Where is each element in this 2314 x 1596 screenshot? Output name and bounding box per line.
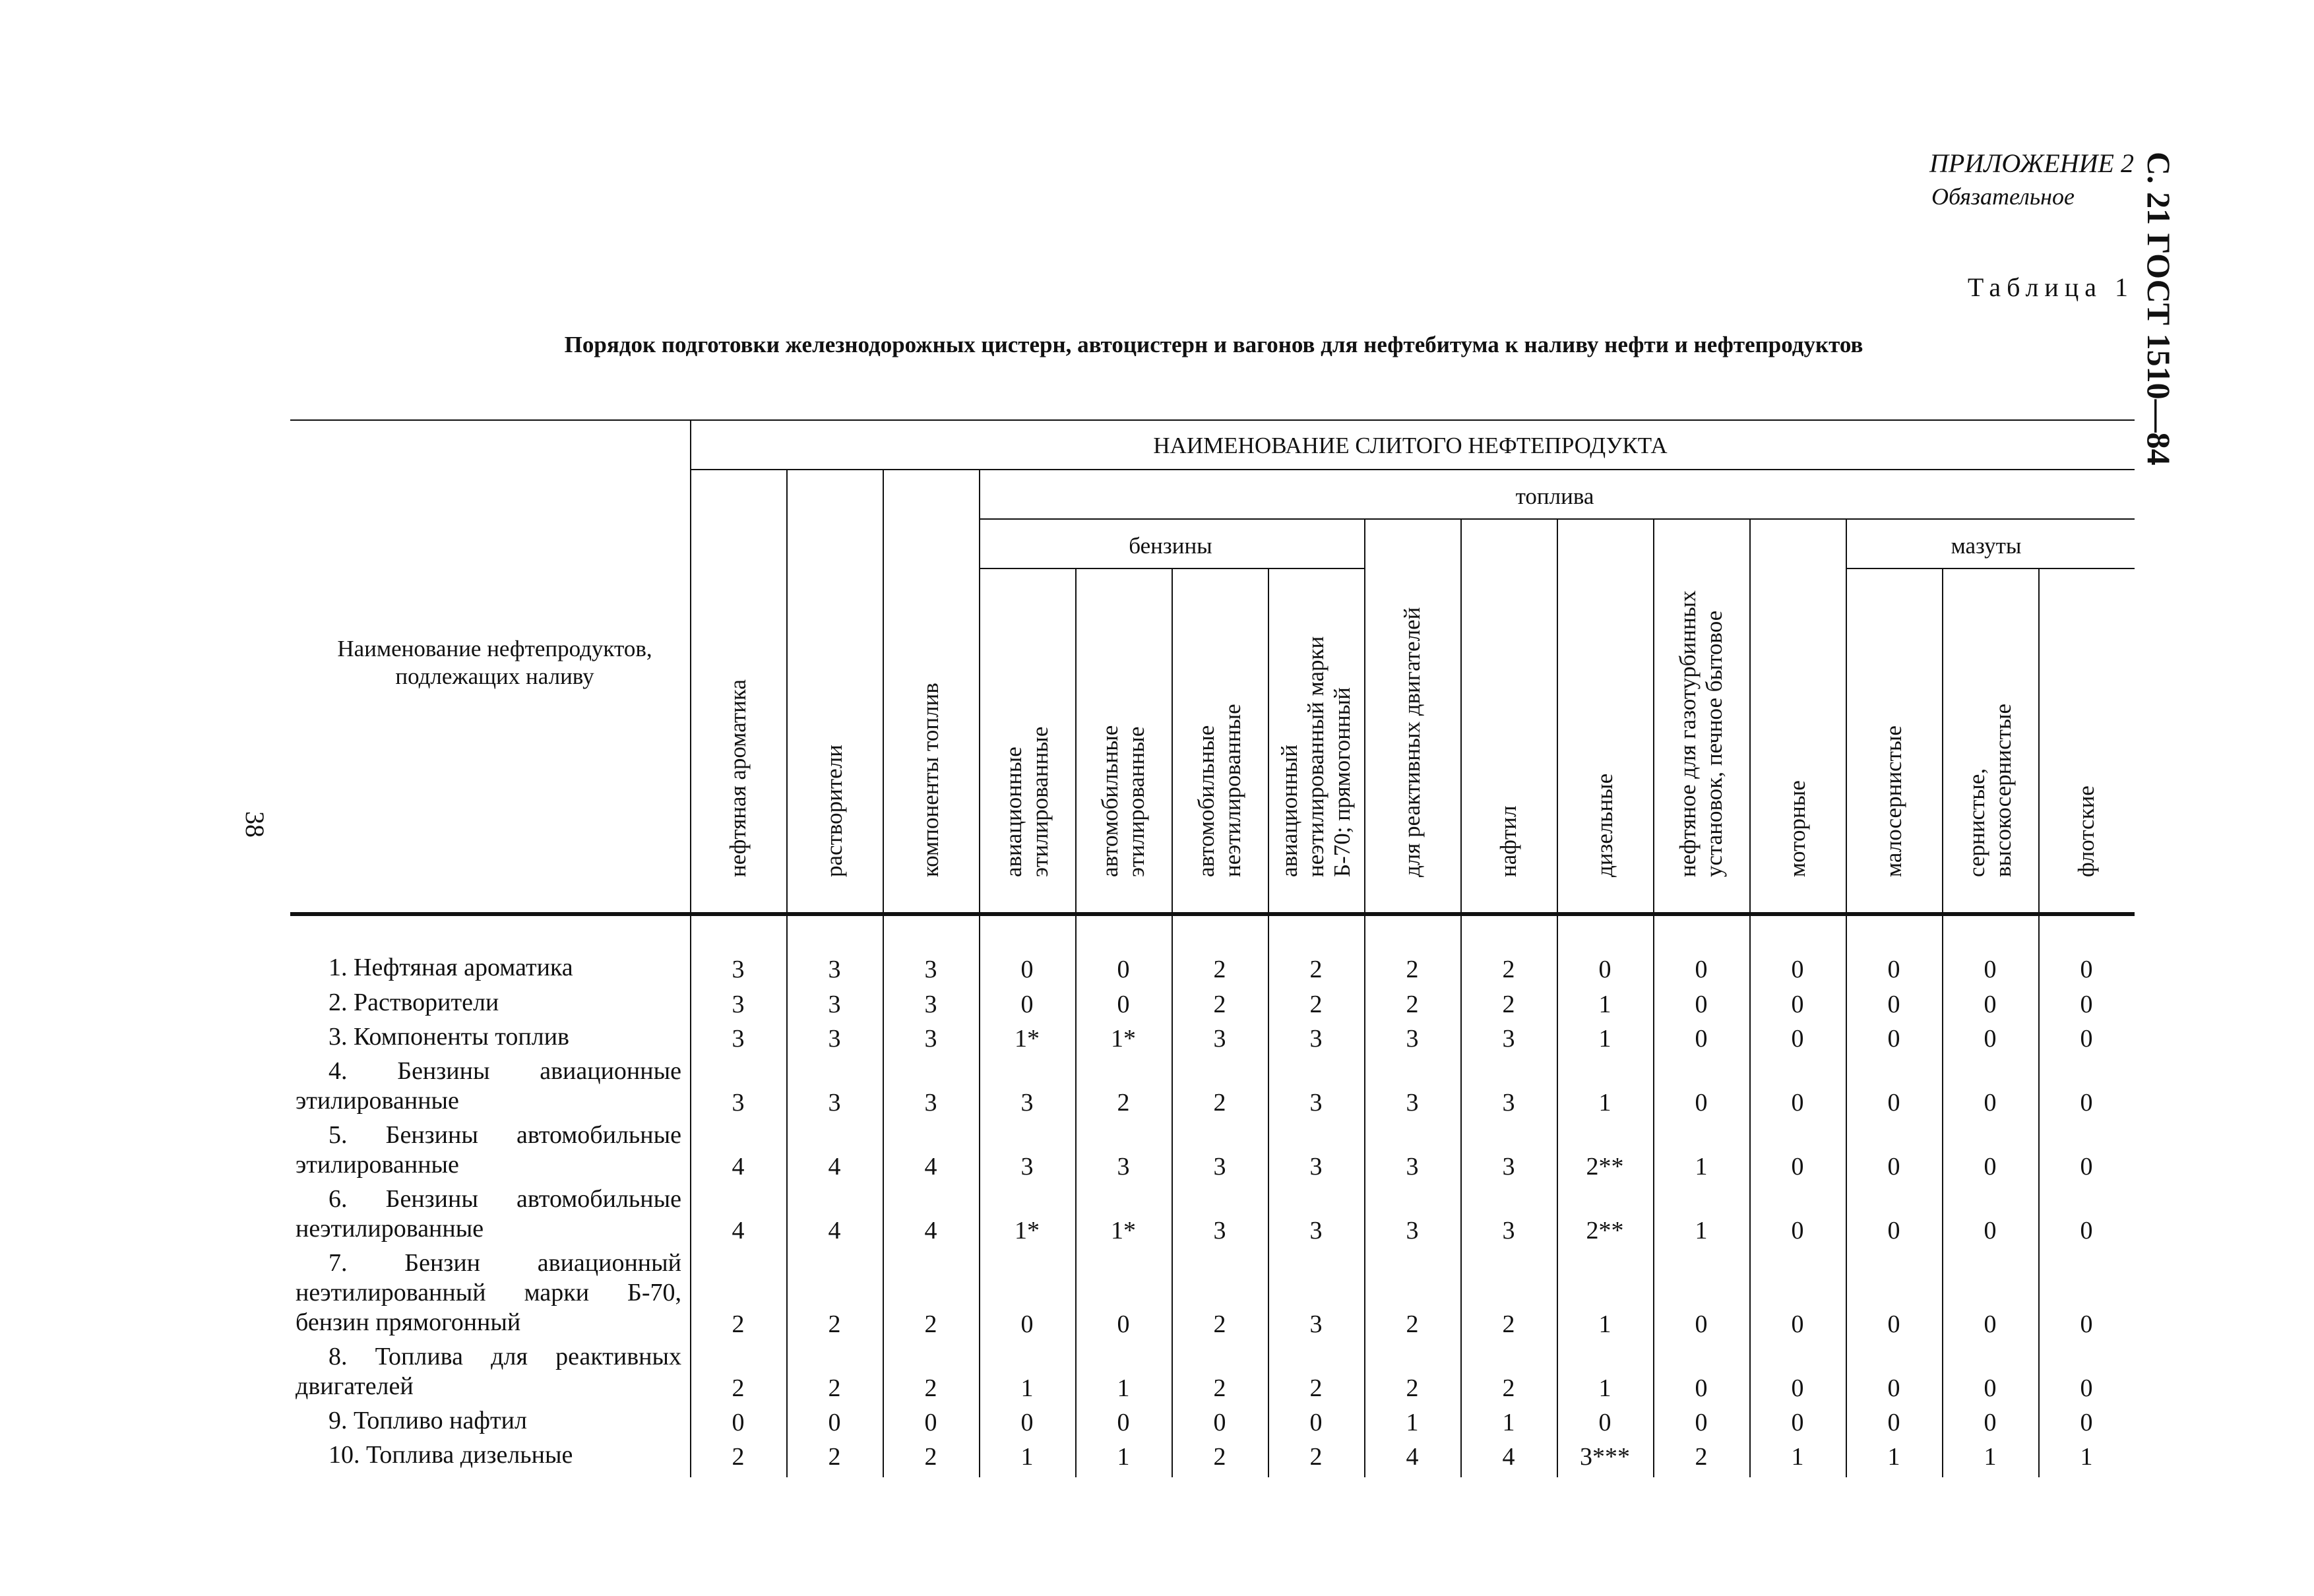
table-cell: 0 (1695, 956, 1708, 983)
table-cell: 0 (2080, 956, 2093, 983)
table-cell: 4 (1406, 1443, 1419, 1471)
table-cell: 1 (1791, 1443, 1804, 1471)
table-cell: 2 (1213, 1374, 1226, 1402)
table-cell: 3 (1213, 1025, 1226, 1053)
table-cell: 0 (2080, 1409, 2093, 1436)
table-cell: 3 (828, 1089, 841, 1117)
table-cell: 0 (1791, 1089, 1804, 1117)
table-cell: 3 (732, 956, 745, 983)
table-cell: 3 (1502, 1153, 1515, 1181)
table-cell: 0 (2080, 1025, 2093, 1053)
table-cell: 4 (1502, 1443, 1515, 1471)
row-header (296, 988, 681, 1018)
table-cell: 0 (1887, 1025, 1900, 1053)
table-cell: 2** (1586, 1217, 1624, 1244)
table-cell: 0 (924, 1409, 937, 1436)
gasolines-header: бензины (1129, 533, 1212, 559)
table-cell: 4 (732, 1217, 745, 1244)
page-number-text: 38 (240, 811, 270, 838)
table-cell: 1* (1111, 1217, 1136, 1244)
table-cell: 3*** (1580, 1443, 1630, 1471)
row-header (296, 953, 681, 983)
row-header-line: этилированные (296, 1087, 459, 1115)
column-header-line: неэтилированные (1220, 704, 1245, 877)
row-header-line: 10. Топлива дизельные (328, 1441, 573, 1469)
table-cell: 0 (1117, 956, 1130, 983)
table-cell: 3 (732, 1089, 745, 1117)
column-header-line: малосернистые (1881, 725, 1906, 877)
column-rule (1075, 568, 1077, 1477)
column-header-line: Б-70; прямогонный (1329, 687, 1355, 877)
table-cell: 1 (1020, 1443, 1034, 1471)
table-cell: 2 (1117, 1089, 1130, 1117)
table-cell: 2 (1309, 956, 1323, 983)
table-cell: 1 (1984, 1443, 1997, 1471)
column-header-line: этилированные (1027, 726, 1053, 877)
table-cell: 2 (732, 1443, 745, 1471)
table-cell: 3 (1309, 1217, 1323, 1244)
row-header-line: 1. Нефтяная ароматика (328, 954, 573, 981)
table-cell: 0 (1984, 991, 1997, 1018)
table-cell: 4 (924, 1153, 937, 1181)
column-header-line: нефтяное для газотурбинных (1675, 590, 1701, 877)
table-cell: 4 (828, 1153, 841, 1181)
table-cell: 0 (1791, 956, 1804, 983)
group-header: НАИМЕНОВАНИЕ СЛИТОГО НЕФТЕПРОДУКТА (1153, 433, 1668, 458)
table-cell: 3 (1406, 1025, 1419, 1053)
table-cell: 2 (732, 1374, 745, 1402)
table-cell: 3 (1213, 1153, 1226, 1181)
column-header-line: установок, печное бытовое (1701, 610, 1727, 877)
table-cell: 0 (2080, 1217, 2093, 1244)
table-cell: 2 (1309, 1443, 1323, 1471)
table-cell: 0 (1695, 991, 1708, 1018)
column-header-line: нефтяная ароматика (725, 679, 751, 877)
rule-line (290, 419, 2135, 421)
table-cell: 1 (1695, 1217, 1708, 1244)
table-cell: 4 (828, 1217, 841, 1244)
table-cell: 1 (1117, 1443, 1130, 1471)
table-cell: 2 (924, 1443, 937, 1471)
table-cell: 0 (1695, 1089, 1708, 1117)
table-cell: 1 (1117, 1374, 1130, 1402)
fuels-header: топлива (1515, 483, 1594, 509)
table-cell: 0 (1213, 1409, 1226, 1436)
standard-code (2133, 152, 2218, 481)
table-cell: 3 (828, 956, 841, 983)
table-cell: 3 (924, 1025, 937, 1053)
column-header-line: моторные (1784, 780, 1810, 877)
table-cell: 3 (1309, 1089, 1323, 1117)
table-cell: 0 (1117, 991, 1130, 1018)
table-cell: 0 (1984, 1089, 1997, 1117)
row-header-line: 4. Бензины авиационные (328, 1057, 681, 1085)
column-header-line: для реактивных двигателей (1399, 607, 1425, 877)
table-cell: 2 (1502, 956, 1515, 983)
table-cell: 0 (1984, 1153, 1997, 1181)
table-cell: 3 (924, 991, 937, 1018)
fuel-oils-header: мазуты (1951, 533, 2022, 559)
table-cell: 1* (1111, 1025, 1136, 1053)
table-cell: 3 (1502, 1217, 1515, 1244)
table-cell: 0 (1598, 1409, 1611, 1436)
table-cell: 0 (828, 1409, 841, 1436)
column-header-line: автомобильные (1097, 725, 1123, 877)
table-cell: 0 (732, 1409, 745, 1436)
column-header-line: компоненты топлив (918, 683, 943, 877)
table-cell: 4 (924, 1217, 937, 1244)
table-cell: 0 (1791, 1310, 1804, 1338)
table-cell: 0 (1020, 1310, 1034, 1338)
table-cell: 3 (732, 1025, 745, 1053)
table-cell: 3 (1309, 1025, 1323, 1053)
table-cell: 1 (1502, 1409, 1515, 1436)
table-cell: 1 (1598, 1089, 1611, 1117)
column-header-line: флотские (2073, 785, 2099, 877)
table-cell: 1 (2080, 1443, 2093, 1471)
column-header-line: сернистые, (1964, 768, 1989, 877)
table-cell: 3 (1406, 1089, 1419, 1117)
table-cell: 3 (1406, 1217, 1419, 1244)
table-cell: 3 (924, 956, 937, 983)
table-label: Таблица 1 (1967, 272, 2134, 302)
table-cell: 3 (828, 991, 841, 1018)
table-cell: 3 (1309, 1310, 1323, 1338)
table-cell: 0 (1984, 1217, 1997, 1244)
table-caption: Порядок подготовки железнодорожных цистерн, автоцистерн и вагонов для нефтебитума к наливу нефти и нефтепродуктов (564, 332, 1863, 357)
table-cell: 2 (1695, 1443, 1708, 1471)
column-header-line: этилированные (1123, 726, 1149, 877)
table-cell: 2 (1406, 1374, 1419, 1402)
table-cell: 0 (1791, 1374, 1804, 1402)
row-header-line: двигателей (296, 1372, 414, 1400)
table-cell: 0 (1791, 1409, 1804, 1436)
column-rule (1172, 568, 1173, 1477)
row-header (296, 1022, 681, 1052)
rule-line (690, 469, 2135, 470)
row-header-line: неэтилированные (296, 1215, 484, 1243)
table-cell: 1 (1598, 1374, 1611, 1402)
table-cell: 0 (1984, 1025, 1997, 1053)
table-cell: 2 (1213, 956, 1226, 983)
table-cell: 1 (1598, 1025, 1611, 1053)
table-cell: 0 (1020, 991, 1034, 1018)
table-cell: 2 (1213, 1089, 1226, 1117)
table-cell: 2 (1502, 991, 1515, 1018)
column-header-line: высокосернистые (1990, 703, 2016, 877)
table-cell: 1* (1015, 1217, 1040, 1244)
row-header-line: 5. Бензины автомобильные (328, 1121, 681, 1149)
table-cell: 0 (2080, 991, 2093, 1018)
column-header-line: нафтил (1495, 805, 1521, 877)
table-cell: 0 (1791, 1217, 1804, 1244)
column-header-line: авиационный (1276, 745, 1302, 877)
row-header-line: 6. Бензины автомобильные (328, 1185, 681, 1213)
table-cell: 2 (1213, 1310, 1226, 1338)
table-cell: 0 (1309, 1409, 1323, 1436)
table-cell: 3 (828, 1025, 841, 1053)
table-cell: 0 (2080, 1089, 2093, 1117)
row-header-line: 3. Компоненты топлив (328, 1023, 569, 1051)
page-number (240, 811, 276, 851)
table-cell: 0 (1117, 1310, 1130, 1338)
table-cell: 0 (1020, 1409, 1034, 1436)
row-header-line: 9. Топливо нафтил (328, 1407, 527, 1434)
column-header-line: авиационные (1001, 747, 1026, 877)
table-cell: 2 (828, 1443, 841, 1471)
table-cell: 1 (1598, 991, 1611, 1018)
table-cell: 3 (1020, 1153, 1034, 1181)
table-cell: 0 (1117, 1409, 1130, 1436)
table-cell: 0 (2080, 1374, 2093, 1402)
table-cell: 4 (732, 1153, 745, 1181)
row-header-line: этилированные (296, 1151, 459, 1179)
column-header-line: автомобильные (1193, 725, 1219, 877)
table-cell: 0 (1887, 991, 1900, 1018)
standard-code-text: С. 21 ГОСТ 1510—84 (2141, 152, 2177, 466)
table-cell: 2 (1309, 1374, 1323, 1402)
stub-header: Наименование нефтепродуктов, подлежащих наливу (337, 636, 652, 689)
table-cell: 1 (1406, 1409, 1419, 1436)
table-cell: 0 (1695, 1310, 1708, 1338)
table-cell: 0 (1984, 1310, 1997, 1338)
row-header-line: 2. Растворители (328, 989, 499, 1016)
table-cell: 0 (1887, 1374, 1900, 1402)
appendix-title: ПРИЛОЖЕНИЕ 2 (1929, 148, 2134, 178)
table-cell: 1 (1887, 1443, 1900, 1471)
column-rule (1268, 568, 1269, 1477)
table-cell: 3 (732, 991, 745, 1018)
table-cell: 0 (1791, 991, 1804, 1018)
table-cell: 2 (924, 1310, 937, 1338)
column-rule (2038, 568, 2040, 1477)
column-header-line: неэтилированный марки (1303, 636, 1329, 877)
table-cell: 2 (1213, 1443, 1226, 1471)
row-header (296, 1057, 681, 1116)
table-cell: 3 (1213, 1217, 1226, 1244)
table-cell: 0 (1887, 956, 1900, 983)
appendix-subtitle: Обязательное (1931, 183, 2075, 210)
rule-line (290, 912, 2135, 916)
table-cell: 3 (1406, 1153, 1419, 1181)
table-cell: 0 (1598, 956, 1611, 983)
row-header (296, 1120, 681, 1180)
row-header-line: неэтилированный марки Б-70, (296, 1279, 681, 1306)
table-cell: 1 (1695, 1153, 1708, 1181)
rule-line (1846, 568, 2135, 569)
table-cell: 0 (1791, 1025, 1804, 1053)
table-cell: 0 (1020, 956, 1034, 983)
table-cell: 0 (1791, 1153, 1804, 1181)
column-header-line: дизельные (1592, 773, 1617, 877)
table-cell: 0 (1695, 1374, 1708, 1402)
table-cell: 0 (2080, 1153, 2093, 1181)
row-header-line: бензин прямогонный (296, 1308, 521, 1336)
table-cell: 2 (732, 1310, 745, 1338)
table-cell: 2 (1309, 991, 1323, 1018)
table-cell: 3 (1020, 1089, 1034, 1117)
table-cell: 0 (2080, 1310, 2093, 1338)
table-cell: 0 (1887, 1153, 1900, 1181)
table-cell: 0 (1695, 1025, 1708, 1053)
row-header (296, 1440, 681, 1470)
table-cell: 3 (1502, 1089, 1515, 1117)
row-header (296, 1406, 681, 1436)
row-header (296, 1342, 681, 1401)
table-cell: 0 (1887, 1089, 1900, 1117)
table-cell: 2 (1213, 991, 1226, 1018)
row-header (296, 1184, 681, 1244)
row-header (296, 1248, 681, 1337)
table-cell: 3 (1502, 1025, 1515, 1053)
table-cell: 3 (924, 1089, 937, 1117)
row-header-line: 7. Бензин авиационный (328, 1249, 681, 1277)
table-cell: 0 (1887, 1217, 1900, 1244)
table-cell: 0 (1984, 1374, 1997, 1402)
table-cell: 2 (1406, 991, 1419, 1018)
table-cell: 2 (924, 1374, 937, 1402)
table-cell: 1 (1598, 1310, 1611, 1338)
table-cell: 2 (1502, 1374, 1515, 1402)
table-cell: 3 (1309, 1153, 1323, 1181)
table-cell: 1* (1015, 1025, 1040, 1053)
table-cell: 0 (1984, 1409, 1997, 1436)
table-cell: 3 (1117, 1153, 1130, 1181)
table-cell: 2 (1502, 1310, 1515, 1338)
column-header-line: растворители (821, 745, 847, 877)
table-cell: 0 (1695, 1409, 1708, 1436)
table-cell: 0 (1984, 956, 1997, 983)
table-cell: 2 (1406, 1310, 1419, 1338)
table-cell: 0 (1887, 1409, 1900, 1436)
table-cell: 2 (828, 1310, 841, 1338)
table-cell: 2** (1586, 1153, 1624, 1181)
row-header-line: 8. Топлива для реактивных (328, 1343, 681, 1370)
column-rule (1942, 568, 1943, 1477)
table-cell: 2 (828, 1374, 841, 1402)
table-cell: 2 (1406, 956, 1419, 983)
table-cell: 1 (1020, 1374, 1034, 1402)
table-cell: 0 (1887, 1310, 1900, 1338)
